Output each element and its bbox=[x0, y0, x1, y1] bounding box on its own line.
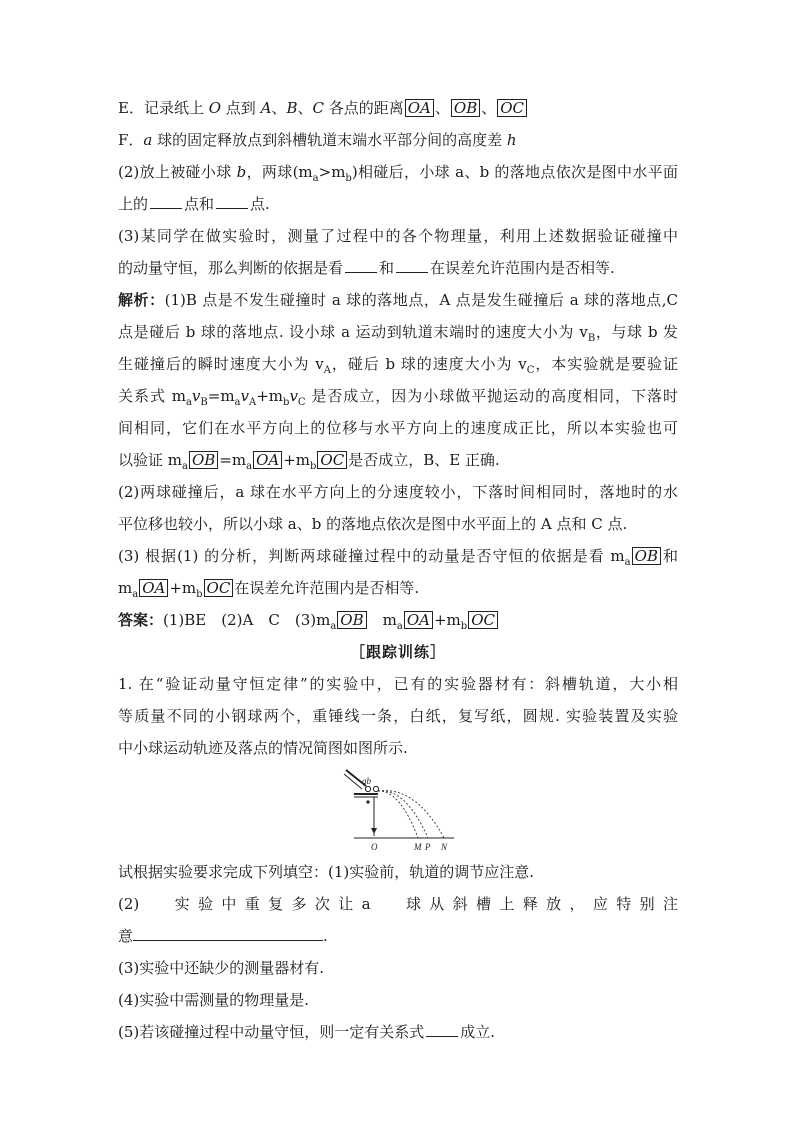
analysis-p3-line-1 bbox=[118, 540, 678, 572]
text: v bbox=[289, 387, 298, 405]
text: 生碰撞后的瞬时速度大小为 v bbox=[118, 355, 324, 373]
text: +m bbox=[433, 611, 461, 629]
fill-blank[interactable] bbox=[426, 1035, 458, 1037]
subscript: A bbox=[323, 365, 331, 376]
text: ，两球(m bbox=[246, 163, 313, 181]
question-3-line-2 bbox=[118, 252, 678, 284]
subscript: C bbox=[526, 365, 535, 376]
text: (3)m bbox=[294, 611, 331, 629]
boxed-segment: OB bbox=[451, 99, 480, 117]
subscript: a bbox=[182, 461, 188, 472]
text: 、 bbox=[434, 99, 450, 117]
text: (4)实验中需测量的物理量是. bbox=[118, 991, 310, 1009]
text: (2)A C bbox=[221, 611, 280, 629]
training-q1-line-3 bbox=[118, 732, 678, 764]
answer-line bbox=[118, 604, 678, 636]
boxed-segment: OB bbox=[189, 451, 218, 469]
text: (1)BE bbox=[163, 611, 207, 629]
text: 关系式 m bbox=[118, 387, 186, 405]
text: 、 bbox=[271, 99, 287, 117]
analysis-line-2 bbox=[118, 316, 678, 348]
subscript: C bbox=[297, 397, 306, 408]
answer-label: 答案： bbox=[118, 611, 164, 629]
label-m: M bbox=[414, 842, 422, 852]
text: =m bbox=[207, 387, 235, 405]
subscript: a bbox=[132, 589, 139, 600]
boxed-segment: OC bbox=[204, 579, 234, 597]
text: +m bbox=[256, 387, 284, 405]
text: (3) 根据(1) 的分析，判断两球碰撞过程中的动量是否守恒的依据是看 m bbox=[118, 547, 625, 565]
trajectory-m bbox=[378, 791, 418, 838]
text: 等质量不同的小钢球两个，重锤线一条，白纸，复写纸，圆规. 实验装置及实验 bbox=[118, 707, 678, 725]
fill-blank[interactable] bbox=[133, 939, 323, 941]
training-q3 bbox=[118, 952, 678, 984]
subscript: a bbox=[330, 621, 337, 632]
text: F． bbox=[118, 131, 144, 149]
text: (2)两球碰撞后，a 球在水平方向上的分速度较小，下落时间相同时，落地时的水 bbox=[118, 483, 678, 501]
text: (2)放上被碰小球 bbox=[118, 163, 237, 181]
text: 在误差允许范围内是否相等. bbox=[430, 259, 615, 277]
analysis-line-3 bbox=[118, 348, 678, 380]
text: m bbox=[118, 579, 133, 597]
text: 1. 在“验证动量守恒定律”的实验中，已有的实验器材有：斜槽轨道，大小相 bbox=[118, 675, 678, 693]
subscript: b bbox=[283, 397, 290, 408]
text: =m bbox=[219, 451, 247, 469]
training-q2-line-1 bbox=[118, 888, 678, 920]
question-3-line-1 bbox=[118, 220, 678, 252]
boxed-segment: OB bbox=[632, 547, 661, 565]
text: ，本实验就是要验证 bbox=[534, 355, 678, 373]
text: (1)B 点是不发生碰撞时 a 球的落地点，A 点是发生碰撞后 a 球的落地点,C bbox=[164, 291, 678, 309]
subscript: a bbox=[312, 173, 319, 184]
text: O bbox=[208, 99, 222, 117]
subscript: B bbox=[587, 333, 596, 344]
training-q1-line-1 bbox=[118, 668, 678, 700]
subscript: B bbox=[200, 397, 208, 408]
plumb-bob bbox=[371, 828, 377, 834]
training-fill-intro bbox=[118, 856, 678, 888]
text: B bbox=[286, 99, 298, 117]
analysis-line-5 bbox=[118, 412, 678, 444]
text: 是否成立，B、E 正确. bbox=[348, 451, 500, 469]
text: A bbox=[260, 99, 272, 117]
label-n: N bbox=[441, 842, 448, 852]
text: >m bbox=[318, 163, 346, 181]
text: 在误差允许范围内是否相等. bbox=[234, 579, 420, 597]
fill-blank[interactable] bbox=[216, 207, 248, 209]
text: 以验证 m bbox=[118, 451, 182, 469]
text: (3)实验中还缺少的测量器材有. bbox=[118, 959, 325, 977]
boxed-segment: OA bbox=[405, 99, 434, 117]
text: a bbox=[143, 131, 153, 149]
text: 点和 bbox=[184, 195, 215, 213]
subscript: A bbox=[249, 397, 257, 408]
subscript: a bbox=[396, 621, 403, 632]
text: ，碰后 b 球的速度大小为 v bbox=[330, 355, 527, 373]
text: ，与球 b 发 bbox=[595, 323, 679, 341]
label-o: O bbox=[371, 842, 378, 852]
boxed-segment: OC bbox=[497, 99, 527, 117]
document-page bbox=[118, 92, 678, 1048]
training-q5 bbox=[118, 1016, 678, 1048]
plumb-weight bbox=[366, 800, 369, 803]
subscript: b bbox=[460, 621, 468, 632]
text: 间相同，它们在水平方向上的位移与水平方向上的速度成正比，所以本实验也可 bbox=[118, 419, 678, 437]
boxed-segment: OA bbox=[139, 579, 168, 597]
text: (3)某同学在做实验时，测量了过程中的各个物理量，利用上述数据验证碰撞中 bbox=[118, 227, 678, 245]
option-e bbox=[118, 92, 678, 124]
text: 上的 bbox=[118, 195, 149, 213]
subscript: a bbox=[624, 557, 631, 568]
training-q4 bbox=[118, 984, 678, 1016]
text: E．记录纸上 bbox=[118, 99, 209, 117]
boxed-segment: OB bbox=[337, 611, 366, 629]
experiment-figure bbox=[118, 764, 678, 856]
subscript: a bbox=[234, 397, 241, 408]
analysis-label: 解析： bbox=[118, 291, 165, 309]
boxed-segment: OC bbox=[468, 611, 498, 629]
ball-a bbox=[365, 786, 370, 791]
analysis-line-4 bbox=[118, 380, 678, 412]
text: 试根据实验要求完成下列填空：(1)实验前，轨道的调节应注意. bbox=[118, 863, 535, 881]
analysis-p2-line-2 bbox=[118, 508, 678, 540]
text: b bbox=[236, 163, 247, 181]
text: 的动量守恒，那么判断的依据是看 bbox=[118, 259, 344, 277]
text: 点. bbox=[250, 195, 270, 213]
text: 点到 bbox=[221, 99, 261, 117]
text: )相碰后，小球 a、b 的落地点依次是图中水平面 bbox=[351, 163, 678, 181]
boxed-segment: OA bbox=[404, 611, 433, 629]
subscript: b bbox=[196, 589, 203, 600]
text: h bbox=[506, 131, 517, 149]
boxed-segment: OA bbox=[253, 451, 282, 469]
text: v bbox=[240, 387, 249, 405]
analysis-line-1 bbox=[118, 284, 678, 316]
question-2-line-2 bbox=[118, 188, 678, 220]
text: 是否成立，因为小球做平抛运动的高度相同，下落时 bbox=[305, 387, 678, 405]
text: 意 bbox=[118, 927, 134, 945]
label-p: P bbox=[425, 842, 431, 852]
text: +m bbox=[283, 451, 310, 469]
analysis-p2-line-1 bbox=[118, 476, 678, 508]
fill-blank[interactable] bbox=[150, 207, 182, 209]
text: (5)若该碰撞过程中动量守恒，则一定有关系式 bbox=[118, 1023, 425, 1041]
text: 平位移也较小，所以小球 a、b 的落地点依次是图中水平面上的 A 点和 C 点. bbox=[118, 515, 628, 533]
text: 中小球运动轨迹及落点的情况简图如图所示. bbox=[118, 739, 408, 757]
training-q1-line-2 bbox=[118, 700, 678, 732]
subscript: b bbox=[310, 461, 317, 472]
fill-blank[interactable] bbox=[396, 271, 428, 273]
text: 点是碰后 b 球的落地点. 设小球 a 运动到轨道末端时的速度大小为 v bbox=[118, 323, 588, 341]
text: m bbox=[382, 611, 397, 629]
subscript: a bbox=[246, 461, 253, 472]
text: 和 bbox=[661, 547, 678, 565]
option-f bbox=[118, 124, 678, 156]
text: C bbox=[312, 99, 324, 117]
trajectory-n bbox=[378, 791, 444, 838]
ball-b bbox=[373, 786, 378, 791]
trajectory-p bbox=[378, 791, 428, 838]
text: 成立. bbox=[460, 1023, 496, 1041]
subscript: a bbox=[185, 397, 192, 408]
question-2-line-1 bbox=[118, 156, 678, 188]
section-title-text: ［跟踪训练］ bbox=[349, 643, 446, 661]
text: v bbox=[191, 387, 201, 405]
text: 、 bbox=[297, 99, 313, 117]
text: +m bbox=[169, 579, 197, 597]
text: (2) 实 验 中 重 复 多 次 让 a 球 从 斜 槽 上 释 放 ， 应 特 别 注 bbox=[118, 895, 678, 913]
training-q2-line-2 bbox=[118, 920, 678, 952]
analysis-p3-line-2 bbox=[118, 572, 678, 604]
text: . bbox=[323, 927, 328, 945]
boxed-segment: OC bbox=[317, 451, 347, 469]
fill-blank[interactable] bbox=[345, 271, 377, 273]
text: 和 bbox=[379, 259, 395, 277]
subscript: b bbox=[345, 173, 352, 184]
analysis-line-6 bbox=[118, 444, 678, 476]
label-ab: ab bbox=[362, 776, 371, 786]
trajectory-diagram bbox=[340, 764, 458, 852]
text: 、 bbox=[481, 99, 497, 117]
text: 各点的距离 bbox=[323, 99, 404, 117]
text: 球的固定释放点到斜槽轨道末端水平部分间的高度差 bbox=[152, 131, 507, 149]
section-title bbox=[118, 636, 678, 668]
